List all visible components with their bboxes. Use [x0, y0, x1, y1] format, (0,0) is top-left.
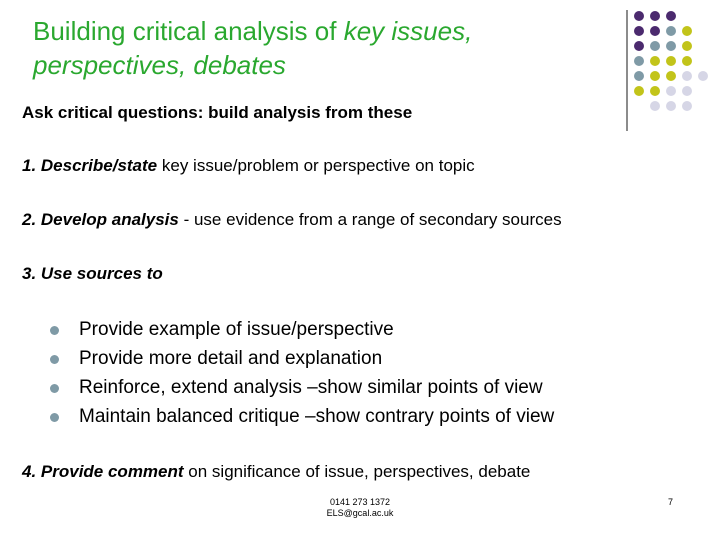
decorative-dot — [634, 26, 644, 36]
bullet-dot-icon — [50, 326, 59, 335]
list-item — [48, 317, 554, 346]
bullet-dot-icon — [50, 384, 59, 393]
step-2 — [22, 210, 562, 230]
decorative-dot — [634, 86, 644, 96]
divider-line — [626, 10, 628, 131]
slide-title — [33, 14, 593, 82]
decorative-dot — [666, 41, 676, 51]
step-4-text: on significance of issue, perspectives, debate — [183, 462, 531, 481]
decorative-dot — [650, 11, 660, 21]
decorative-dot — [650, 101, 660, 111]
step-1 — [22, 156, 475, 176]
title-plain: Building critical analysis of — [33, 16, 344, 46]
decorative-dot — [682, 26, 692, 36]
title-italic-2: perspectives, debates — [33, 50, 286, 80]
step-1-text: key issue/problem or perspective on topic — [157, 156, 475, 175]
bullet-dot-icon — [50, 355, 59, 364]
decorative-dot — [650, 26, 660, 36]
step-3-emphasis: 3. Use sources to — [22, 264, 163, 283]
footer-phone: 0141 273 1372 — [329, 497, 391, 507]
title-italic-1: key issues, — [343, 16, 473, 46]
decorative-dot — [682, 56, 692, 66]
decorative-dot — [682, 41, 692, 51]
body-heading: Ask critical questions: build analysis from these — [22, 103, 413, 122]
step-4-emphasis: 4. Provide comment — [22, 462, 184, 481]
list-item — [48, 375, 554, 404]
page-number: 7 — [668, 497, 674, 507]
list-item — [48, 346, 554, 375]
decorative-dot — [650, 86, 660, 96]
bullet-dot-icon — [50, 413, 59, 422]
step-1-emphasis: 1. Describe/state — [22, 156, 158, 175]
decorative-dot — [650, 71, 660, 81]
list-item-text: Maintain balanced critique –show contrary points of view — [79, 406, 555, 427]
decorative-dot — [666, 71, 676, 81]
decorative-dot — [666, 11, 676, 21]
decorative-dot — [682, 71, 692, 81]
decorative-dot — [634, 56, 644, 66]
decorative-dot — [666, 101, 676, 111]
decorative-dot — [666, 26, 676, 36]
decorative-dot — [666, 56, 676, 66]
footer-email: ELS@gcal.ac.uk — [326, 508, 394, 518]
decorative-dot — [682, 86, 692, 96]
decorative-dot — [650, 56, 660, 66]
bullet-list — [48, 317, 554, 433]
list-item — [48, 404, 554, 433]
decorative-dot — [666, 86, 676, 96]
decorative-dot — [650, 41, 660, 51]
decorative-dot — [634, 11, 644, 21]
decorative-dot — [698, 71, 708, 81]
list-item-text: Provide more detail and explanation — [79, 348, 383, 369]
step-3 — [22, 264, 163, 284]
footer-contact — [300, 497, 420, 519]
step-2-text: - use evidence from a range of secondary sources — [178, 210, 562, 229]
step-2-emphasis: 2. Develop analysis — [22, 210, 179, 229]
decorative-dot — [634, 41, 644, 51]
list-item-text: Provide example of issue/perspective — [79, 319, 394, 340]
step-4 — [22, 462, 530, 482]
decorative-dot — [682, 101, 692, 111]
decorative-dot — [634, 71, 644, 81]
list-item-text: Reinforce, extend analysis –show similar points of view — [79, 377, 543, 398]
